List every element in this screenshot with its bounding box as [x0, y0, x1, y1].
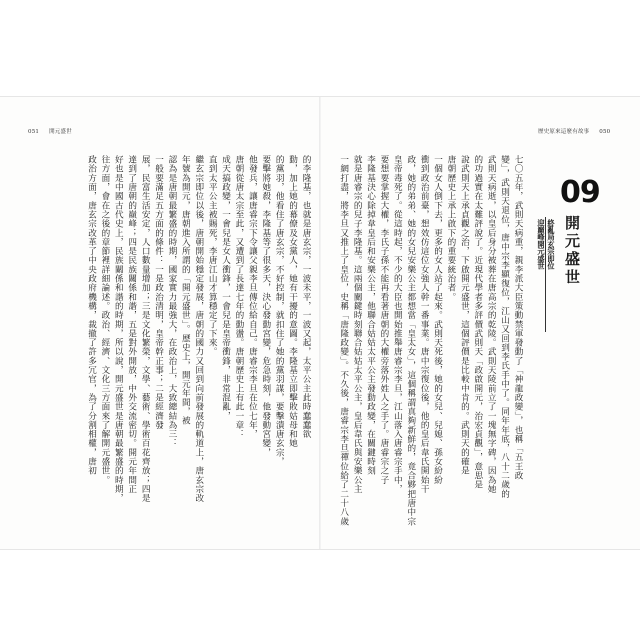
book-spread	[0, 96, 640, 550]
text-column: 一網打盡，將李旦又推上了皇位，史稱「唐隆政變」。不久後，唐睿宗李旦禪位給了二十八歲	[338, 155, 349, 526]
text-column: 好也是中國古代史上，民族關係和諧的時期，所以說，開元盛世是唐朝最繁盛的時期，	[113, 155, 124, 503]
text-column: 說武則天上承貞觀之治，下啟開元盛世，這個評價是比較中肯的。武則天的確是	[459, 155, 470, 476]
text-column: 七〇五年，武則天病重，親李派大臣策動禁軍發動了「神龍政變」，也稱「五王政	[513, 155, 523, 481]
text-column: 唐朝從唐太宗至此，又遭到了長達七年的動盪。唐朝歷史上有此一章：	[233, 155, 244, 439]
text-column: 的李隆基，也就是唐玄宗，一波未平，一波又起，太平公主此時蠢蠢欲	[301, 155, 311, 439]
text-column: 成天搞政變，一會兒是女人衝鋒，一會兒是皇帝衝鋒，非常混亂，	[220, 155, 231, 421]
left-page-text	[48, 155, 312, 527]
text-column: 動，加上她的幕僚及女黨人，她有干擾的意圖。李隆基立即擊敗姑母和她	[287, 155, 298, 448]
right-page-text	[336, 155, 524, 527]
left-page-folio	[28, 127, 80, 135]
text-column: 唐朝歷史上承上啟下的重要統治者。	[445, 155, 456, 302]
chapter-subtitle: 迎巔峰開元盛世	[537, 219, 546, 270]
text-column: 認為是唐朝最繁盛的時期，國家實力最強大，在政治上，大致總結為三：	[166, 155, 177, 448]
text-column: 往方面，會在之後的章節裡詳細論述。政治、經濟、文化三方面來了解開元盛世。	[99, 155, 110, 485]
text-column: 展，民富生活安定，人口數量增加；三是文化繁榮，文學、藝術、學術百花齊放；四是	[140, 155, 151, 503]
text-column: 年號為開元，唐朝進入所謂的「開元盛世」。歷史上，開元年間，被	[180, 155, 191, 426]
text-column: 衝到政治前臺，想效仿這位女強人幹一番事業。唐中宗復位後，他的皇后韋氏開始干	[419, 155, 430, 494]
chapter-subtitle: 終亂局玄宗即位	[547, 219, 556, 270]
text-column: 他發兵，讓唐睿宗下令讓父親李旦傳位給自己。唐睿宗李旦在位七年，	[247, 155, 258, 439]
text-column: 政，她的弟弟、她的女兒安樂公主都想當「皇太女」，這個稱謂真夠新鮮的，竟合夥把唐中宗	[405, 155, 416, 526]
chapter-title: 開元盛世	[563, 215, 581, 287]
text-column: 繼玄宗即位以後，唐朝開始穩定發展，唐朝的國力又回到向前發展的軌道上，唐玄宗改	[193, 155, 204, 503]
text-column: 李隆基決心除掉韋皇后和安樂公主，他聯合姑姑太平公主發動政變，在關鍵時刻	[365, 155, 376, 476]
text-column: 皇帝毒死了。從這時起，不少的大臣也開始推舉唐睿宗李旦，江山落入唐睿宗手中，	[392, 155, 403, 494]
text-column: 就是唐睿宗的兒子李隆基。這兩個關鍵時刻聯合姑姑太平公主，皇后韋氏與安樂公主	[352, 155, 363, 494]
chapter-number: 09	[560, 175, 600, 210]
text-column: 達到了唐朝的巔峰；四是民族關係和諧，五是對外開放，中外交流密切。開元年間正	[126, 155, 137, 494]
right-page-folio	[538, 127, 618, 135]
text-column: 一般要滿足五方面的條件：一是政治清明，皇帝幹正事；二是經濟發	[153, 155, 164, 430]
text-column: 一個女人倒下去，更多的女人站了起來。武則天死後，她的女兒、兒媳、孫女紛紛	[432, 155, 443, 485]
text-column: 要想要掌握大權，李氏子孫不能再看著唐朝的大權旁落外姓人之手了。唐睿宗之子	[378, 155, 389, 485]
text-column: 的功過實在太難評說了。近現代學者多評價武則天「政啟開元，治宏貞觀」，意思是	[472, 155, 483, 490]
right-page-number: 050	[599, 129, 611, 135]
left-running-head: 開元盛世	[49, 129, 72, 135]
book-gutter	[319, 97, 321, 549]
text-column: 的黨羽，他看住了唐玄宗，不好控制，就扣住了她的黨羽謀，要擊潰唐玄宗，	[274, 155, 285, 467]
text-column: 政治方面，唐玄宗改革了中央政府機構，裁撤了許多冗官，為了分割相權，唐初	[86, 155, 97, 476]
text-column: 變」，武則天退位，唐中宗李顯復位，江山又回到李氏手中了。同年年底，八十二歲的	[499, 155, 510, 499]
text-column: 要擊將她殺，李隆基等了很多天，決心發動宮變，危急時刻，他發動宮變，	[260, 155, 271, 457]
left-page-number: 051	[28, 129, 40, 135]
text-column: 武則天病逝，以皇后身分被葬在唐高宗的乾陵。武則天陵前立了一塊無字碑，因為她	[486, 155, 497, 494]
right-running-head: 歷史原來這麼有故事	[538, 129, 590, 135]
text-column: 直到太平公主被賜死，李唐江山才算穩定了下來。	[207, 155, 218, 357]
